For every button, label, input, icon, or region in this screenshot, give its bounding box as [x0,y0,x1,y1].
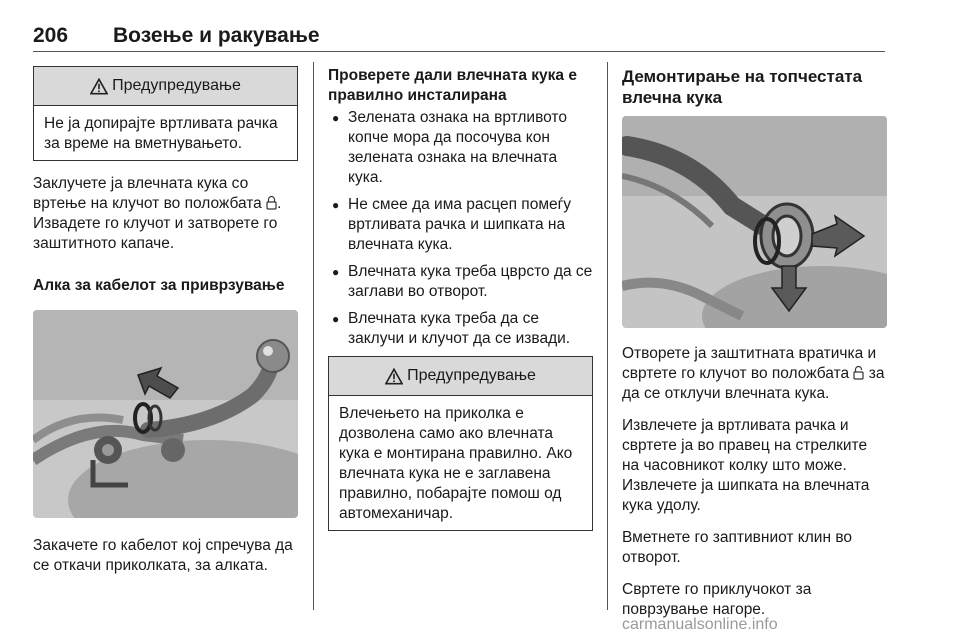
list-item: ● Влечната кука треба цврсто да се заглави во отворот. [328,262,593,302]
plug-instruction: Вметнете го заптивниот клин во отворот. [622,529,853,566]
column-divider-1 [313,62,314,610]
header-divider [33,51,885,52]
unlock-instruction-paragraph [622,344,887,404]
page-number: 206 [33,24,69,47]
warning-body: Не ја допирајте вртливата рачка за време на вметнувањето. [44,115,278,152]
socket-instruction: Свртете го приклучокот за поврзување нагоре. [622,581,812,618]
warning-header [34,67,297,106]
warning-title: Предупредување [112,77,241,94]
warning-box-2 [328,356,593,531]
list-item: ● Влечната кука треба да се заклучи и клучот да се извади. [328,309,593,349]
column-divider-2 [607,62,608,610]
section-title: Возење и ракување [113,24,320,47]
unlock-instruction-text: Отворете ја заштитната вратичка и свртете го клучот во положбата [622,345,877,382]
subheading-cable-ring: Алка за кабелот за приврзување [33,277,285,294]
page-header [33,24,885,52]
lock-instruction-text-end: . Извадете го клучот и затворете го заштитното капаче. [33,195,282,252]
warning-title: Предупредување [407,367,536,384]
padlock-open-icon [853,365,864,380]
install-check-list [328,108,593,349]
install-check-heading: Проверете дали влечната кука е правилно инсталирана [328,67,577,104]
cable-ring-caption: Закачете го кабелот кој спречува да се откачи приколката, за алката. [33,537,293,574]
warning-header [329,357,592,396]
tow-hook-removal-illustration [622,116,887,328]
warning-triangle-icon [385,368,403,385]
list-item: ● Не смее да има расцеп помеѓу вртливата рачка и шипката на влечната кука. [328,195,593,255]
column-3 [622,66,887,620]
warning-box-1 [33,66,298,161]
warning-body: Влечењето на приколка е дозволена само ако влечната кука е монтирана правилно. Ако влечната кука не е заглавена правилно, побарајте помош од автомеханичар. [339,405,573,522]
handle-instruction: Извлечете ја вртливата рачка и свртете ја во правец на стрелките на часовникот колку што може. Извлечете ја шипката на влечната кука удолу. [622,417,870,514]
column-2 [328,66,593,531]
column-1 [33,66,298,576]
lock-instruction-paragraph [33,174,298,254]
padlock-closed-icon [266,195,277,210]
removal-heading: Демонтирање на топчестата влечна кука [622,67,863,107]
warning-triangle-icon [90,78,108,95]
tow-hook-cable-ring-illustration [33,310,298,518]
list-item: ● Зелената ознака на вртливото копче мора да посочува кон зелената ознака на влечната кука. [328,108,593,188]
unlock-instruction-text-end: за да се отклучи влечната кука. [622,365,885,402]
lock-instruction-text: Заклучете ја влечната кука со вртење на клучот во положбата [33,175,262,212]
watermark: carmanualsonline.info [622,616,778,633]
